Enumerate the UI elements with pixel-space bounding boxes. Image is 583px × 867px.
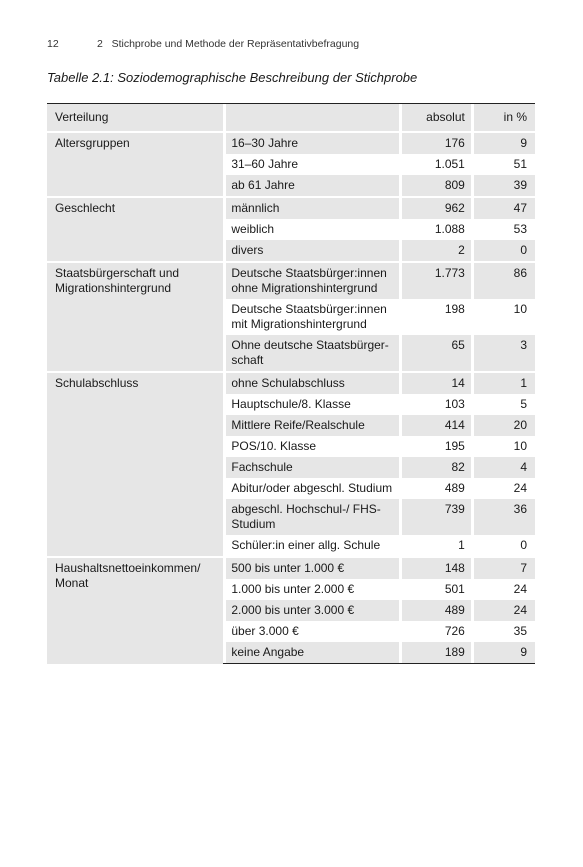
absolut-cell: 195 [402,436,471,457]
category-cell: Hauptschule/8. Klasse [226,394,398,415]
category-cell: weiblich [226,219,398,240]
absolut-cell: 1.773 [402,263,471,299]
percent-cell: 20 [474,415,535,436]
category-cell: Fachschule [226,457,398,478]
demographics-table [47,103,535,664]
absolut-cell: 176 [402,133,471,154]
category-cell: 2.000 bis unter 3.000 € [226,600,398,621]
percent-cell: 24 [474,579,535,600]
page-header [47,38,359,50]
percent-cell: 39 [474,175,535,196]
percent-cell: 35 [474,621,535,642]
column-header-absolut: absolut [402,103,471,131]
category-cell: 500 bis unter 1.000 € [226,558,398,579]
percent-cell: 1 [474,373,535,394]
table-row [47,198,535,219]
category-cell: männlich [226,198,398,219]
percent-cell: 24 [474,478,535,499]
percent-cell: 4 [474,457,535,478]
running-title: 2 Stichprobe und Methode der Repräsentativbefragung [97,38,360,50]
table-row [47,558,535,579]
table-header-row [47,103,535,131]
absolut-cell: 726 [402,621,471,642]
percent-cell: 3 [474,335,535,371]
percent-cell: 7 [474,558,535,579]
group-label: Haushaltsnettoeinkommen/ Monat [47,558,223,664]
percent-cell: 24 [474,600,535,621]
absolut-cell: 489 [402,600,471,621]
percent-cell: 53 [474,219,535,240]
category-cell: Mittlere Reife/Realschule [226,415,398,436]
category-cell: Ohne deutsche Staatsbürger-schaft [226,335,398,371]
category-cell: 31–60 Jahre [226,154,398,175]
absolut-cell: 189 [402,642,471,664]
column-header-category [226,103,398,131]
group-label: Altersgruppen [47,133,223,196]
category-cell: Deutsche Staatsbürger:innen mit Migrationshintergrund [226,299,398,335]
category-cell: Schüler:in einer allg. Schule [226,535,398,556]
absolut-cell: 962 [402,198,471,219]
percent-cell: 5 [474,394,535,415]
group-label: Staatsbürgerschaft und Migrationshintergrund [47,263,223,371]
absolut-cell: 103 [402,394,471,415]
absolut-cell: 14 [402,373,471,394]
percent-cell: 10 [474,436,535,457]
percent-cell: 36 [474,499,535,535]
table-row [47,373,535,394]
category-cell: ohne Schulabschluss [226,373,398,394]
absolut-cell: 489 [402,478,471,499]
absolut-cell: 1.051 [402,154,471,175]
percent-cell: 0 [474,535,535,556]
category-cell: Deutsche Staatsbürger:innen ohne Migrationshintergrund [226,263,398,299]
category-cell: keine Angabe [226,642,398,664]
percent-cell: 47 [474,198,535,219]
absolut-cell: 1.088 [402,219,471,240]
table-row [47,263,535,299]
group-label: Geschlecht [47,198,223,261]
absolut-cell: 1 [402,535,471,556]
category-cell: ab 61 Jahre [226,175,398,196]
absolut-cell: 65 [402,335,471,371]
category-cell: 1.000 bis unter 2.000 € [226,579,398,600]
category-cell: divers [226,240,398,261]
absolut-cell: 148 [402,558,471,579]
category-cell: POS/10. Klasse [226,436,398,457]
absolut-cell: 82 [402,457,471,478]
category-cell: Abitur/oder abgeschl. Studium [226,478,398,499]
absolut-cell: 2 [402,240,471,261]
percent-cell: 0 [474,240,535,261]
table-row [47,133,535,154]
percent-cell: 86 [474,263,535,299]
absolut-cell: 198 [402,299,471,335]
column-header-verteilung: Verteilung [47,103,223,131]
absolut-cell: 739 [402,499,471,535]
absolut-cell: 414 [402,415,471,436]
table-caption: Tabelle 2.1: Soziodemographische Beschreibung der Stichprobe [47,70,418,85]
category-cell: abgeschl. Hochschul-/ FHS-Studium [226,499,398,535]
absolut-cell: 809 [402,175,471,196]
percent-cell: 10 [474,299,535,335]
percent-cell: 51 [474,154,535,175]
absolut-cell: 501 [402,579,471,600]
page-number: 12 [47,38,59,50]
group-label: Schulabschluss [47,373,223,556]
percent-cell: 9 [474,133,535,154]
column-header-percent: in % [474,103,535,131]
category-cell: über 3.000 € [226,621,398,642]
category-cell: 16–30 Jahre [226,133,398,154]
percent-cell: 9 [474,642,535,664]
